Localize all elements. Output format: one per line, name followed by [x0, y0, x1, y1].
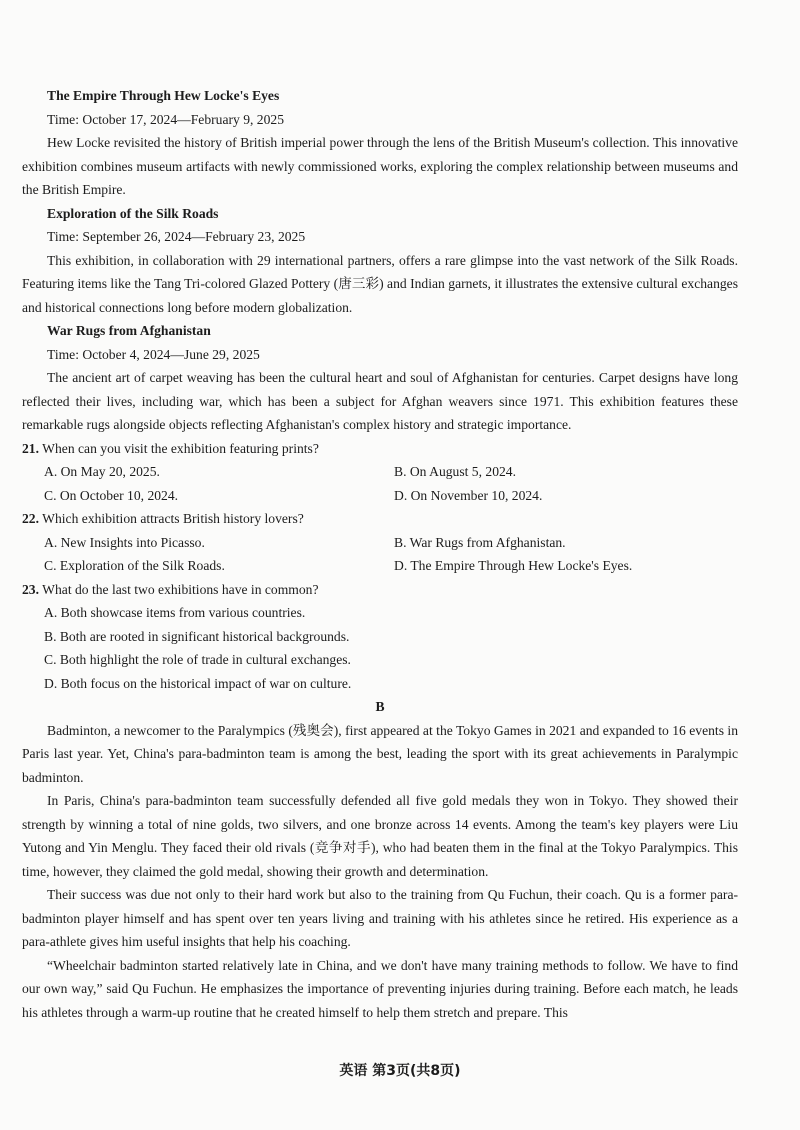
exhibition-time: Time: October 17, 2024—February 9, 2025 — [47, 111, 284, 127]
question-21 — [22, 437, 738, 508]
exhibition-description: The ancient art of carpet weaving has been the cultural heart and soul of Afghanistan for centuries. Carpet designs have long reflected their lives, including war, which has been a subject for Afghan weavers since 1971. This exhibition features these remarkable rugs alongside objects reflecting Afghanistan's complex history and strategic importance. — [22, 370, 738, 432]
options-grid — [22, 460, 738, 507]
question-text: When can you visit the exhibition featuring prints? — [42, 440, 319, 456]
exhibition-description: Hew Locke revisited the history of British imperial power through the lens of the British Museum's collection. This innovative exhibition combines museum artifacts with newly commissioned works, exploring the complex relationship between museums and the British Empire. — [22, 135, 738, 197]
exhibition-2 — [22, 202, 738, 320]
option-c[interactable]: C. On October 10, 2024. — [44, 487, 179, 503]
page-footer: 英语 第3页(共8页) — [339, 1063, 461, 1079]
option-a[interactable]: A. New Insights into Picasso. — [44, 534, 205, 550]
option-a[interactable]: A. On May 20, 2025. — [44, 464, 160, 479]
question-stem — [22, 507, 738, 531]
question-23 — [22, 578, 738, 696]
option-b[interactable]: B. War Rugs from Afghanistan. — [394, 534, 566, 550]
option-d[interactable]: D. Both focus on the historical impact of war on culture. — [44, 675, 352, 691]
question-number: 22. — [22, 511, 39, 526]
exhibition-title: War Rugs from Afghanistan — [47, 323, 211, 338]
passage-b — [22, 695, 738, 1024]
section-label: B — [375, 699, 385, 714]
question-stem — [22, 437, 738, 461]
question-number: 21. — [22, 440, 39, 456]
question-text: Which exhibition attracts British history lovers? — [42, 511, 304, 526]
option-c[interactable]: C. Exploration of the Silk Roads. — [44, 558, 225, 573]
question-stem — [22, 578, 738, 602]
exhibition-time: Time: October 4, 2024—June 29, 2025 — [47, 346, 260, 362]
exhibition-title: Exploration of the Silk Roads — [47, 205, 219, 221]
passage-paragraph: “Wheelchair badminton started relatively late in China, and we don't have many training methods to follow. We have to find our own way,” said Qu Fuchun. He emphasizes the importance of preventing injuries during training. Before each match, he leads his athletes through a warm-up routine that he created himself to help them stretch and prepare. This — [22, 957, 738, 1020]
question-22 — [22, 507, 738, 578]
exhibition-1 — [22, 84, 738, 202]
passage-paragraph: In Paris, China's para-badminton team successfully defended all five gold medals they won in Tokyo. They showed their strength by winning a total of nine golds, two silvers, and one bronze across 14 events. Among the team's key players were Liu Yutong and Yin Menglu. They faced their old rivals (竞争对手), who had beaten them in the final at the Tokyo Paralympics. This time, however, they claimed the gold medal, showing their growth and determination. — [22, 793, 738, 879]
option-c[interactable]: C. Both highlight the role of trade in cultural exchanges. — [44, 652, 351, 667]
option-d[interactable]: D. The Empire Through Hew Locke's Eyes. — [394, 558, 633, 573]
passage-paragraph: Their success was due not only to their hard work but also to the training from Qu Fuchun, their coach. Qu is a former para-badminton player himself and has spent over ten years living and training with his athletes since he retired. His experience as a para-athlete gives him useful insights that help his coaching. — [22, 887, 738, 949]
exhibition-description: This exhibition, in collaboration with 29 international partners, offers a rare glimpse into the vast network of the Silk Roads. Featuring items like the Tang Tri-colored Glazed Pottery (唐三彩) and Indian garnets, it illustrates the extensive cultural exchanges and historical connections long before modern globalization. — [22, 252, 738, 315]
option-a[interactable]: A. Both showcase items from various countries. — [44, 605, 306, 620]
options-grid — [22, 531, 738, 578]
option-b[interactable]: B. Both are rooted in significant historical backgrounds. — [44, 628, 350, 644]
option-b[interactable]: B. On August 5, 2024. — [394, 464, 516, 479]
question-number: 23. — [22, 581, 39, 597]
option-d[interactable]: D. On November 10, 2024. — [394, 487, 543, 503]
exhibition-title: The Empire Through Hew Locke's Eyes — [47, 88, 280, 103]
exhibition-time: Time: September 26, 2024—February 23, 2025 — [47, 229, 306, 244]
exam-page — [22, 84, 738, 1024]
passage-paragraph: Badminton, a newcomer to the Paralympics (残奥会), first appeared at the Tokyo Games in 2021 and expanded to 16 events in Paris last year. Yet, China's para-badminton team is among the best, leading the sport with its great achievements in Paralympic badminton. — [22, 722, 738, 785]
exhibition-3 — [22, 319, 738, 437]
question-text: What do the last two exhibitions have in common? — [42, 581, 319, 597]
